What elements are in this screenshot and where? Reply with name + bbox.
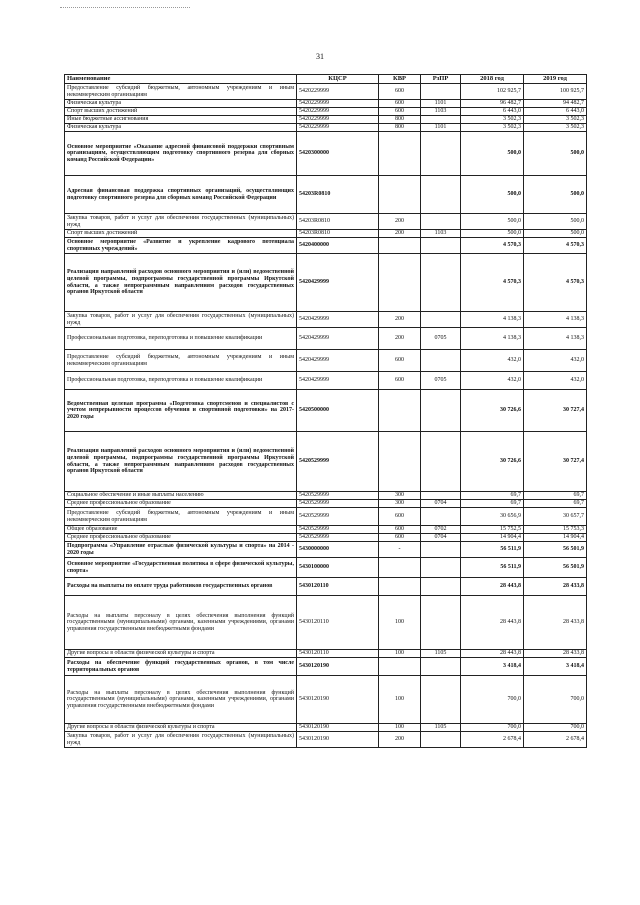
row-rzpr: [421, 350, 461, 372]
row-value-2018: 6 443,0: [461, 108, 524, 116]
row-rzpr: 1105: [421, 724, 461, 732]
row-value-2019: 2 678,4: [524, 732, 587, 748]
row-value-2018: 69,7: [461, 500, 524, 508]
row-value-2019: 28 433,8: [524, 596, 587, 650]
table-row: [65, 108, 587, 116]
row-value-2018: 4 570,3: [461, 238, 524, 254]
row-name: Основное мероприятие «Оказание адресной финансовой поддержки спортивным организациям, осуществляющим подготовку спортивного резерва для сборных команд Российской Федерации»: [65, 132, 297, 176]
row-kvr: 200: [379, 214, 421, 230]
row-value-2019: 432,0: [524, 372, 587, 390]
table-row: [65, 492, 587, 500]
row-kvr: 800: [379, 116, 421, 124]
table-row: [65, 124, 587, 132]
table-row: [65, 676, 587, 724]
row-value-2018: 28 443,8: [461, 650, 524, 658]
row-kvr: 100: [379, 724, 421, 732]
row-name: Среднее профессиональное образование: [65, 534, 297, 542]
row-kvr: [379, 132, 421, 176]
row-kcsr: 5420529999: [297, 432, 379, 492]
row-value-2018: 4 570,3: [461, 254, 524, 312]
row-value-2019: 3 502,3: [524, 116, 587, 124]
row-rzpr: 0702: [421, 526, 461, 534]
row-kcsr: 5430120190: [297, 732, 379, 748]
row-name: Закупка товаров, работ и услуг для обеспечения государственных (муниципальных) нужд: [65, 214, 297, 230]
row-value-2019: 30 657,7: [524, 508, 587, 526]
row-value-2019: 3 418,4: [524, 658, 587, 676]
row-rzpr: [421, 390, 461, 432]
row-name: Спорт высших достижений: [65, 108, 297, 116]
row-value-2019: 28 433,8: [524, 578, 587, 596]
row-rzpr: [421, 254, 461, 312]
row-name: Предоставление субсидий бюджетным, автономным учреждениям и иным некоммерческим организациям: [65, 508, 297, 526]
row-rzpr: [421, 432, 461, 492]
row-kvr: [379, 390, 421, 432]
row-rzpr: 1101: [421, 124, 461, 132]
row-kcsr: 5430120110: [297, 578, 379, 596]
row-rzpr: [421, 492, 461, 500]
row-value-2018: 3 502,3: [461, 116, 524, 124]
header-2018: 2018 год: [461, 75, 524, 84]
row-value-2019: 30 727,4: [524, 390, 587, 432]
row-rzpr: [421, 658, 461, 676]
row-name: Ведомственная целевая программа «Подготовка спортсменов и специалистов с учетом непрерывности процессов обучения и спортивной подготовки» на 2017-2020 годы: [65, 390, 297, 432]
row-value-2018: 28 443,8: [461, 596, 524, 650]
row-kcsr: 5420429999: [297, 350, 379, 372]
table-row: [65, 526, 587, 534]
row-kvr: [379, 238, 421, 254]
row-kvr: 200: [379, 732, 421, 748]
row-name: Расходы на выплаты по оплате труда работников государственных органов: [65, 578, 297, 596]
row-value-2019: 14 904,4: [524, 534, 587, 542]
row-value-2019: 30 727,4: [524, 432, 587, 492]
row-kcsr: 5420529999: [297, 508, 379, 526]
row-value-2019: 28 433,8: [524, 650, 587, 658]
row-value-2018: 3 418,4: [461, 658, 524, 676]
row-value-2018: 15 752,5: [461, 526, 524, 534]
row-kvr: 200: [379, 328, 421, 350]
row-kvr: [379, 254, 421, 312]
table-row: [65, 100, 587, 108]
row-kcsr: 5420229999: [297, 84, 379, 100]
row-value-2019: 3 502,3: [524, 124, 587, 132]
row-kvr: 600: [379, 350, 421, 372]
row-value-2018: 56 511,9: [461, 542, 524, 558]
row-kvr: [379, 432, 421, 492]
table-header-row: [65, 75, 587, 84]
row-name: Физическая культура: [65, 100, 297, 108]
row-rzpr: [421, 542, 461, 558]
header-rzpr: РзПР: [421, 75, 461, 84]
row-kvr: 600: [379, 84, 421, 100]
row-rzpr: [421, 508, 461, 526]
row-name: Другие вопросы в области физической культуры и спорта: [65, 724, 297, 732]
header-kvr: КВР: [379, 75, 421, 84]
row-rzpr: 1101: [421, 100, 461, 108]
row-kvr: [379, 658, 421, 676]
row-rzpr: 0704: [421, 534, 461, 542]
row-value-2018: 96 482,7: [461, 100, 524, 108]
page-number: 31: [316, 52, 324, 61]
table-row: [65, 650, 587, 658]
row-name: Профессиональная подготовка, переподготовка и повышение квалификации: [65, 328, 297, 350]
table-row: [65, 542, 587, 558]
row-kcsr: 5420529999: [297, 534, 379, 542]
row-name: Реализация направлений расходов основного мероприятия и (или) ведомственной целевой программы, подпрограммы государственной программы Иркутской области, а также непрограммным направлениям расходов государственных органов Иркутской области: [65, 254, 297, 312]
row-rzpr: 0705: [421, 328, 461, 350]
table-row: [65, 658, 587, 676]
row-rzpr: 0705: [421, 372, 461, 390]
row-name: Расходы на выплаты персоналу в целях обеспечения выполнения функций государственными (муниципальными) органами, казенными учреждениями, органами управления государственными внебюджетными фондами: [65, 676, 297, 724]
row-value-2019: 56 501,9: [524, 542, 587, 558]
row-name: Подпрограмма «Управление отраслью физической культуры и спорта» на 2014 - 2020 годы: [65, 542, 297, 558]
row-value-2018: 30 726,6: [461, 432, 524, 492]
row-kcsr: 54203R0810: [297, 214, 379, 230]
row-kcsr: 5430120110: [297, 596, 379, 650]
table-row: [65, 328, 587, 350]
row-value-2018: 500,0: [461, 176, 524, 214]
row-rzpr: [421, 176, 461, 214]
row-value-2018: 102 925,7: [461, 84, 524, 100]
row-kvr: -: [379, 542, 421, 558]
row-kcsr: 5420400000: [297, 238, 379, 254]
row-value-2019: 700,0: [524, 676, 587, 724]
row-name: Расходы на обеспечение функций государственных органов, в том числе территориальных органов: [65, 658, 297, 676]
table-row: [65, 230, 587, 238]
row-name: Реализация направлений расходов основного мероприятия и (или) ведомственной целевой программы, подпрограммы государственной программы Иркутской области, а также непрограммным направлениям расходов государственных органов Иркутской области: [65, 432, 297, 492]
row-value-2018: 432,0: [461, 350, 524, 372]
row-value-2019: 500,0: [524, 176, 587, 214]
row-value-2019: 500,0: [524, 214, 587, 230]
table-row: [65, 350, 587, 372]
row-rzpr: [421, 578, 461, 596]
header-2019: 2019 год: [524, 75, 587, 84]
table-row: [65, 724, 587, 732]
row-rzpr: [421, 132, 461, 176]
row-value-2018: 56 511,9: [461, 558, 524, 578]
table-row: [65, 578, 587, 596]
row-name: Основное мероприятие «Развитие и укрепление кадрового потенциала спортивных учреждений»: [65, 238, 297, 254]
row-kvr: 200: [379, 312, 421, 328]
table-row: [65, 176, 587, 214]
row-name: Иные бюджетные ассигнования: [65, 116, 297, 124]
row-value-2019: 500,0: [524, 132, 587, 176]
row-value-2019: 700,0: [524, 724, 587, 732]
row-name: Общее образование: [65, 526, 297, 534]
row-name: Спорт высших достижений: [65, 230, 297, 238]
row-kcsr: 5420429999: [297, 328, 379, 350]
row-value-2019: 69,7: [524, 500, 587, 508]
row-rzpr: [421, 558, 461, 578]
row-name: Расходы на выплаты персоналу в целях обеспечения выполнения функций государственными (муниципальными) органами, казенными учреждениями, органами управления государственными внебюджетными фондами: [65, 596, 297, 650]
table-row: [65, 534, 587, 542]
row-name: Закупка товаров, работ и услуг для обеспечения государственных (муниципальных) нужд: [65, 732, 297, 748]
row-kvr: [379, 558, 421, 578]
row-name: Предоставление субсидий бюджетным, автономным учреждениям и иным некоммерческим организациям: [65, 84, 297, 100]
row-rzpr: 1103: [421, 108, 461, 116]
table-body: [65, 84, 587, 748]
row-value-2019: 15 753,3: [524, 526, 587, 534]
row-value-2018: 28 443,8: [461, 578, 524, 596]
row-kcsr: 5420500000: [297, 390, 379, 432]
row-value-2019: 4 570,3: [524, 254, 587, 312]
row-kvr: 600: [379, 372, 421, 390]
header-kcsr: КЦСР: [297, 75, 379, 84]
row-kcsr: 5420529999: [297, 492, 379, 500]
row-value-2019: 100 925,7: [524, 84, 587, 100]
row-name: Профессиональная подготовка, переподготовка и повышение квалификации: [65, 372, 297, 390]
row-kcsr: 5420529999: [297, 500, 379, 508]
table-row: [65, 596, 587, 650]
row-rzpr: [421, 116, 461, 124]
row-value-2018: 4 138,3: [461, 312, 524, 328]
row-kcsr: 5430100000: [297, 558, 379, 578]
row-kcsr: 5420529999: [297, 526, 379, 534]
row-kvr: 600: [379, 534, 421, 542]
row-kcsr: 5430120190: [297, 658, 379, 676]
row-kvr: 600: [379, 108, 421, 116]
row-kvr: 600: [379, 526, 421, 534]
table-row: [65, 508, 587, 526]
table-row: [65, 84, 587, 100]
row-kcsr: 5420229999: [297, 108, 379, 116]
row-value-2018: 30 656,9: [461, 508, 524, 526]
row-value-2019: 432,0: [524, 350, 587, 372]
row-kcsr: 5430120190: [297, 676, 379, 724]
row-kvr: 600: [379, 508, 421, 526]
row-name: Предоставление субсидий бюджетным, автономным учреждениям и иным некоммерческим организациям: [65, 350, 297, 372]
row-value-2018: 4 138,3: [461, 328, 524, 350]
table-row: [65, 238, 587, 254]
row-value-2019: 4 138,3: [524, 312, 587, 328]
row-name: Среднее профессиональное образование: [65, 500, 297, 508]
table-row: [65, 500, 587, 508]
row-kvr: 300: [379, 500, 421, 508]
row-value-2018: 500,0: [461, 214, 524, 230]
table-row: [65, 214, 587, 230]
row-name: Другие вопросы в области физической культуры и спорта: [65, 650, 297, 658]
row-value-2018: 700,0: [461, 676, 524, 724]
row-kcsr: 5430120110: [297, 650, 379, 658]
row-value-2019: 4 138,3: [524, 328, 587, 350]
row-rzpr: [421, 596, 461, 650]
row-value-2019: 56 501,9: [524, 558, 587, 578]
row-kvr: 200: [379, 230, 421, 238]
row-kvr: 300: [379, 492, 421, 500]
row-value-2019: 500,0: [524, 230, 587, 238]
row-kcsr: 5420229999: [297, 100, 379, 108]
row-name: Адресная финансовая поддержка спортивных организаций, осуществляющих подготовку спортивного резерва для сборных команд Российской Федерации: [65, 176, 297, 214]
row-rzpr: [421, 312, 461, 328]
row-name: Социальное обеспечение и иные выплаты населению: [65, 492, 297, 500]
row-value-2018: 3 502,3: [461, 124, 524, 132]
row-name: Закупка товаров, работ и услуг для обеспечения государственных (муниципальных) нужд: [65, 312, 297, 328]
row-value-2019: 6 443,0: [524, 108, 587, 116]
row-value-2018: 14 904,4: [461, 534, 524, 542]
scan-edge-mark: [60, 7, 190, 9]
row-kvr: 100: [379, 650, 421, 658]
row-rzpr: [421, 238, 461, 254]
row-kcsr: 5430000000: [297, 542, 379, 558]
table-row: [65, 432, 587, 492]
row-kcsr: 5420300000: [297, 132, 379, 176]
row-value-2018: 700,0: [461, 724, 524, 732]
row-rzpr: 0704: [421, 500, 461, 508]
row-value-2018: 2 678,4: [461, 732, 524, 748]
row-kcsr: 5420229999: [297, 116, 379, 124]
row-kvr: [379, 176, 421, 214]
row-rzpr: [421, 84, 461, 100]
row-kcsr: 5420229999: [297, 124, 379, 132]
row-rzpr: [421, 214, 461, 230]
row-rzpr: [421, 732, 461, 748]
row-value-2019: 69,7: [524, 492, 587, 500]
row-value-2018: 30 726,6: [461, 390, 524, 432]
table-row: [65, 254, 587, 312]
row-kvr: 600: [379, 100, 421, 108]
row-kcsr: 5420429999: [297, 372, 379, 390]
row-kvr: 100: [379, 676, 421, 724]
table-row: [65, 390, 587, 432]
budget-table: [64, 74, 587, 748]
table-row: [65, 558, 587, 578]
row-kcsr: 5420429999: [297, 254, 379, 312]
header-name: Наименование: [65, 75, 297, 84]
row-name: Физическая культура: [65, 124, 297, 132]
row-kcsr: 54203R0810: [297, 176, 379, 214]
row-kcsr: 54203R0810: [297, 230, 379, 238]
row-rzpr: 1105: [421, 650, 461, 658]
row-kcsr: 5430120190: [297, 724, 379, 732]
row-rzpr: 1103: [421, 230, 461, 238]
row-name: Основное мероприятие «Государственная политика в сфере физической культуры, спорта»: [65, 558, 297, 578]
table-row: [65, 116, 587, 124]
row-value-2019: 94 482,7: [524, 100, 587, 108]
row-kvr: 100: [379, 596, 421, 650]
row-kvr: 800: [379, 124, 421, 132]
table-row: [65, 372, 587, 390]
row-value-2018: 500,0: [461, 132, 524, 176]
table-row: [65, 312, 587, 328]
row-rzpr: [421, 676, 461, 724]
row-value-2018: 432,0: [461, 372, 524, 390]
row-value-2019: 4 570,3: [524, 238, 587, 254]
row-kvr: [379, 578, 421, 596]
row-value-2018: 500,0: [461, 230, 524, 238]
table-row: [65, 732, 587, 748]
row-kcsr: 5420429999: [297, 312, 379, 328]
table-row: [65, 132, 587, 176]
row-value-2018: 69,7: [461, 492, 524, 500]
